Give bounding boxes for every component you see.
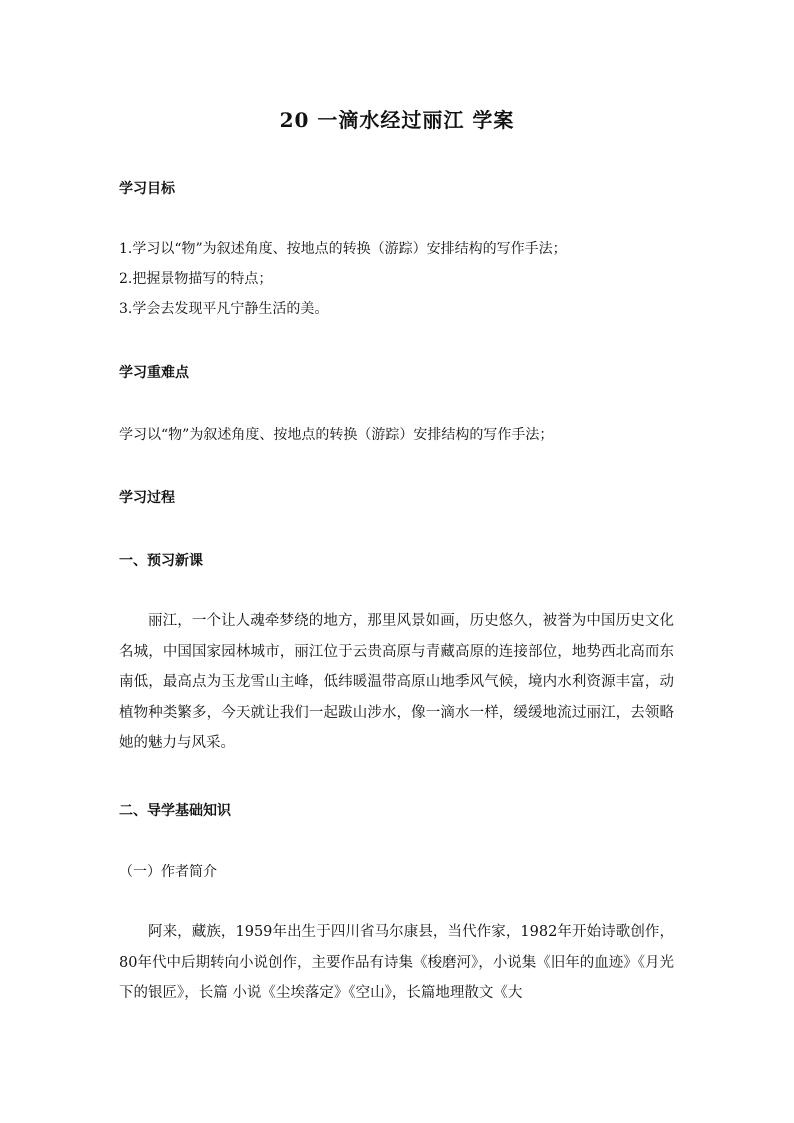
author-paragraph-text: 阿来，藏族，1959年出生于四川省马尔康县，当代作家，1982年开始诗歌创作，80年代中后期转向小说创作，主要作品有诗集《梭磨河》，小说集《旧年的血迹》《月光下的银匠》，长篇 小说《尘埃落定》《空山》，长篇地理散文《大: [119, 924, 674, 1001]
preview-paragraph-text: 丽江，一个让人魂牵梦绕的地方，那里风景如画，历史悠久，被誉为中国历史文化名城，中国国家园林城市，丽江位于云贵高原与青藏高原的连接部位，地势西北高而东南低，最高点为玉龙雪山主峰，低纬暖温带高原山地季风气候，境内水利资源丰富，动植物种类繁多，今天就让我们一起跋山涉水，像一滴水一样，缓缓地流过丽江，去领略她的魅力与风采。: [119, 613, 674, 751]
process-heading: 学习过程: [119, 490, 175, 506]
key-points-heading: 学习重难点: [119, 365, 189, 381]
preview-paragraph: [119, 606, 674, 759]
objective-item-3: 3.学会去发现平凡宁静生活的美。: [119, 301, 329, 317]
basics-heading: 二、导学基础知识: [119, 803, 231, 819]
objective-item-2: 2.把握景物描写的特点；: [119, 271, 273, 287]
document-title: 20 一滴水经过丽江 学案: [279, 108, 515, 132]
author-heading: （一）作者简介: [119, 864, 217, 880]
key-points-text: 学习以“物”为叙述角度、按地点的转换（游踪）安排结构的写作手法；: [119, 427, 554, 443]
objectives-heading: 学习目标: [119, 181, 175, 197]
objective-item-1: 1.学习以“物”为叙述角度、按地点的转换（游踪）安排结构的写作手法；: [119, 241, 567, 257]
author-paragraph: [119, 917, 674, 1009]
preview-heading: 一、预习新课: [119, 553, 203, 569]
